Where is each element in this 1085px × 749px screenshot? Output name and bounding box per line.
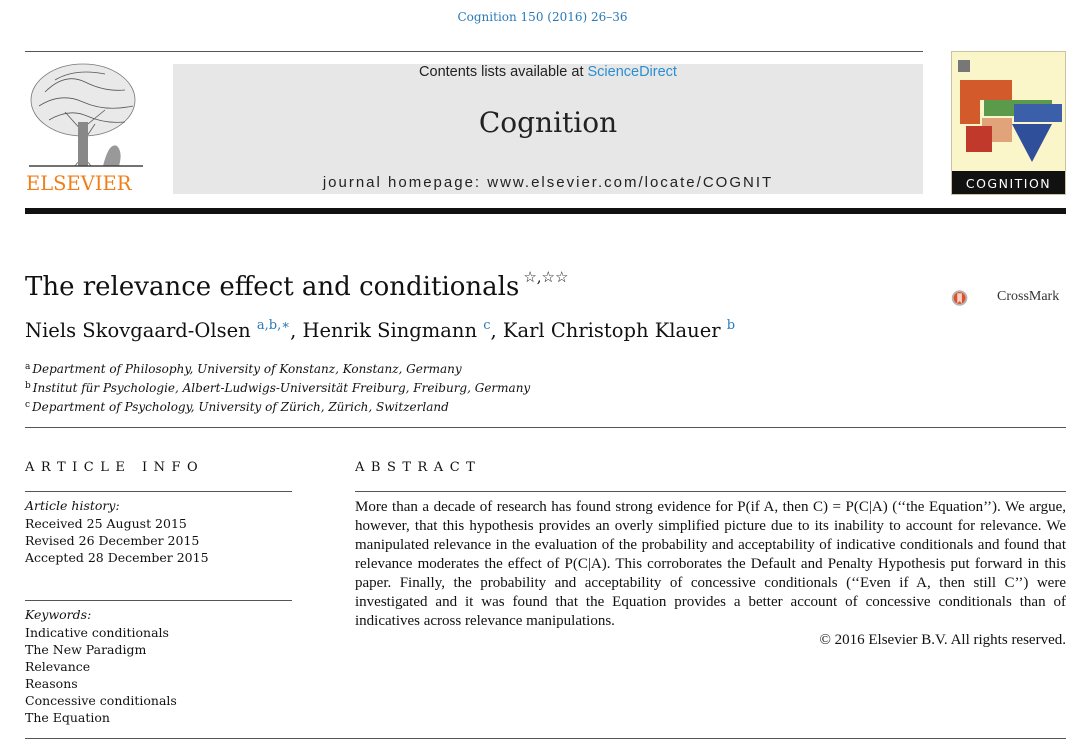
affil-key: a xyxy=(25,362,31,372)
affil-text: Institut für Psychologie, Albert-Ludwigs-Universität Freiburg, Freiburg, Germany xyxy=(32,381,531,395)
keywords-label: Keywords: xyxy=(25,607,92,622)
divider xyxy=(25,51,923,52)
keyword: Indicative conditionals xyxy=(25,625,169,640)
keyword: The New Paradigm xyxy=(25,642,147,657)
header-divider xyxy=(25,208,1066,214)
keyword: The Equation xyxy=(25,710,110,725)
keyword: Concessive conditionals xyxy=(25,693,177,708)
divider xyxy=(25,738,1066,739)
contents-line xyxy=(173,64,923,80)
author-sep: , xyxy=(290,319,303,342)
affiliation xyxy=(25,397,530,416)
author-3: Karl Christoph Klauer xyxy=(502,319,721,342)
affil-key: b xyxy=(25,381,31,391)
journal-homepage-link[interactable]: journal homepage: www.elsevier.com/locate/COGNIT xyxy=(322,174,774,191)
keywords-list xyxy=(25,624,177,726)
article-history xyxy=(25,515,209,566)
divider xyxy=(25,491,292,492)
author-sep: , xyxy=(490,319,503,342)
author-2-affil[interactable]: c xyxy=(483,318,491,333)
abstract-text: More than a decade of research has found strong evidence for P(if A, then C) = P(C|A) (‘‘the Equation’’). We argue, however, that this hypothesis provides an overly simplified picture due to its inability to account for relevance. We manipulated relevance in the evaluation of the probability and acceptability of indicative conditionals and found that relevance moderates the effect of P(C|A). This corroborates the Default and Penalty Hypothesis put forward in this paper. Finally, the probability and acceptability of concessive conditionals (‘‘Even if A, then still C’’) were investigated and it was found that the Equation provides a better account of concessive conditionals than of indicatives across relevance manipulations. xyxy=(355,499,1066,629)
author-2: Henrik Singmann xyxy=(302,319,478,342)
affiliations xyxy=(25,359,530,416)
journal-banner xyxy=(173,64,923,194)
article-history-label: Article history: xyxy=(25,498,120,513)
cover-title: COGNITION xyxy=(965,176,1052,191)
author-1: Niels Skovgaard-Olsen xyxy=(25,319,251,342)
elsevier-wordmark[interactable]: ELSEVIER xyxy=(26,172,132,195)
crossmark-label[interactable]: CrossMark xyxy=(997,289,1060,304)
affil-text: Department of Philosophy, University of Konstanz, Konstanz, Germany xyxy=(32,362,462,376)
affil-key: c xyxy=(25,400,31,410)
journal-cover[interactable] xyxy=(951,51,1066,195)
author-list xyxy=(25,318,735,342)
divider xyxy=(25,427,1066,428)
history-item: Received 25 August 2015 xyxy=(25,516,187,531)
affiliation xyxy=(25,359,530,378)
history-item: Accepted 28 December 2015 xyxy=(25,550,209,565)
affil-text: Department of Psychology, University of Zürich, Zürich, Switzerland xyxy=(32,400,449,414)
affiliation xyxy=(25,378,530,397)
sciencedirect-link[interactable]: ScienceDirect xyxy=(587,64,677,80)
abstract-heading: ABSTRACT xyxy=(355,460,482,475)
author-1-affil[interactable]: a,b,∗ xyxy=(256,318,291,333)
journal-name: Cognition xyxy=(478,106,618,139)
article-title xyxy=(25,268,568,302)
crossmark-icon[interactable] xyxy=(951,276,997,320)
divider xyxy=(355,491,1066,492)
author-3-affil[interactable]: b xyxy=(726,318,736,333)
title-footnote-marks[interactable]: ☆,☆☆ xyxy=(523,268,569,286)
divider xyxy=(25,600,292,601)
article-info-heading: ARTICLE INFO xyxy=(25,460,205,475)
cover-art-icon xyxy=(952,52,1066,174)
copyright: © 2016 Elsevier B.V. All rights reserved. xyxy=(819,632,1066,648)
title-text: The relevance effect and conditionals xyxy=(25,272,520,302)
journal-citation[interactable]: Cognition 150 (2016) 26–36 xyxy=(457,10,628,24)
contents-prefix: Contents lists available at xyxy=(419,64,588,80)
keyword: Relevance xyxy=(25,659,91,674)
keyword: Reasons xyxy=(25,676,78,691)
history-item: Revised 26 December 2015 xyxy=(25,533,200,548)
